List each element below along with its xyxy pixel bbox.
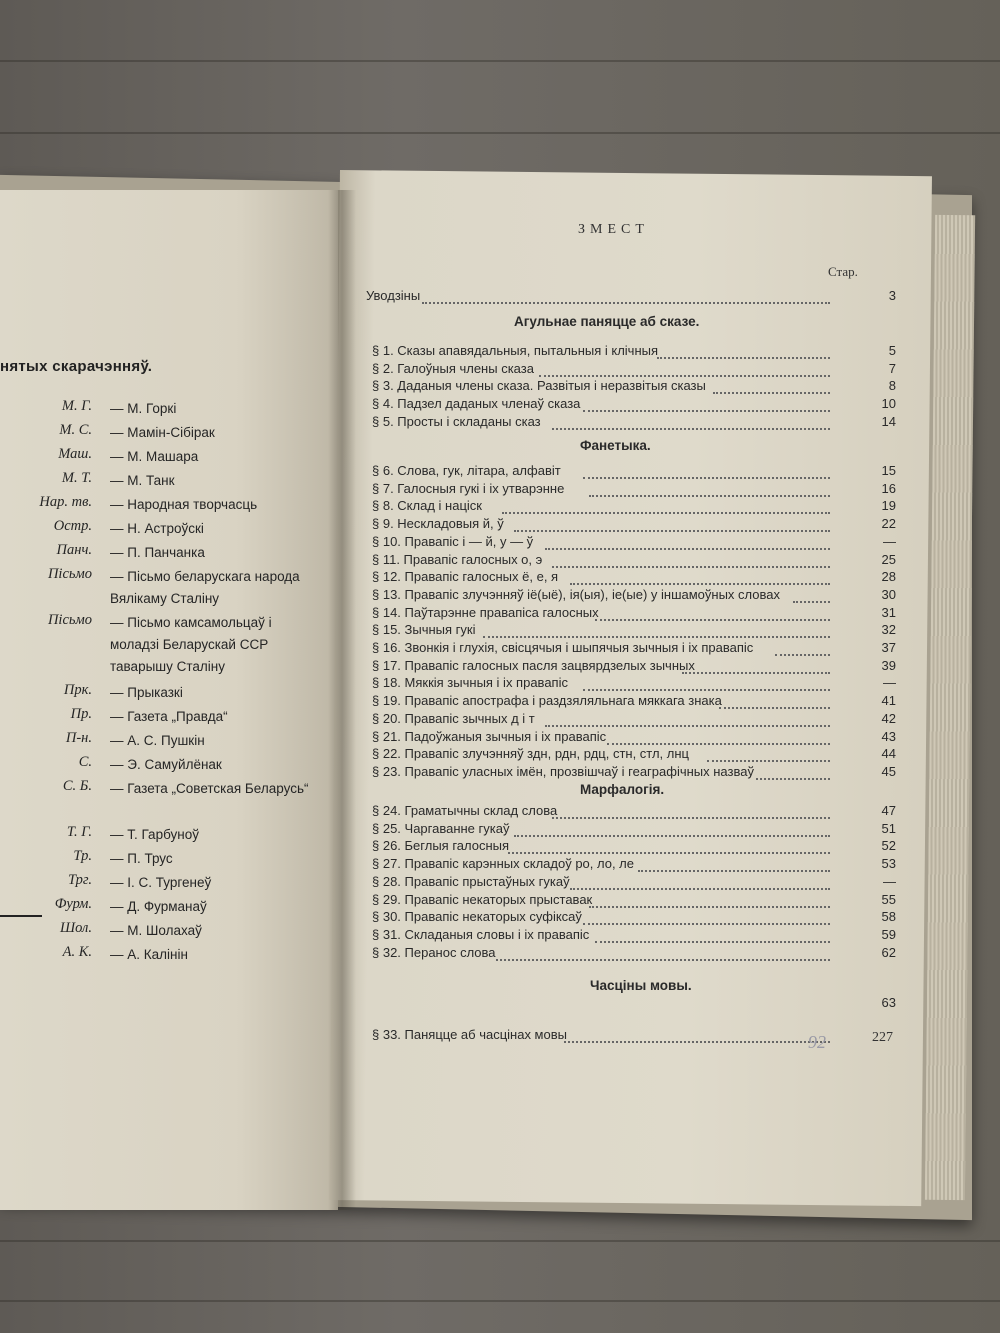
- toc-leader-dots: [756, 756, 830, 780]
- abbreviation-value: — Народная творчасць: [110, 497, 258, 512]
- toc-section-heading: Часціны мовы.: [590, 978, 692, 993]
- toc-entry: § 31. Складаныя словы і іх правапіс: [372, 926, 590, 942]
- toc-page-number: 63: [881, 995, 896, 1010]
- abbreviation-row: [0, 706, 320, 730]
- toc-entry: § 24. Граматычны склад слова: [372, 803, 558, 818]
- toc-entry: § 2. Галоўныя члены сказа: [372, 360, 534, 376]
- abbreviation-row: [0, 730, 320, 754]
- toc-page-number: 59: [881, 926, 896, 942]
- toc-page-number: 53: [881, 856, 896, 872]
- toc-entry: § 28. Правапіс прыстаўных гукаў: [372, 873, 570, 889]
- toc-entry: § 9. Нескладовыя й, ў: [372, 516, 504, 532]
- toc-entry: § 26. Беглыя галосныя: [372, 838, 510, 854]
- abbreviation-key: Остр.: [53, 518, 92, 534]
- toc-page-number: 45: [881, 763, 896, 779]
- abbreviation-value: — А. С. Пушкін: [110, 733, 205, 748]
- left-divider: [0, 915, 42, 917]
- abbreviation-row: [0, 494, 320, 518]
- toc-leader-dots: [496, 937, 830, 961]
- toc-page-number: 15: [881, 463, 896, 478]
- toc-entry: § 7. Галосныя гукі і іх утварэнне: [372, 480, 565, 496]
- abbreviation-row: [0, 422, 320, 446]
- toc-entry: § 4. Падзел даданых членаў сказа: [372, 396, 581, 412]
- abbreviation-key: М. Т.: [61, 470, 92, 486]
- abbreviation-value: — Прыказкі: [110, 685, 183, 700]
- toc-entry: § 12. Правапіс галосных ё, е, я: [372, 569, 559, 585]
- abbreviation-key: Трг.: [67, 872, 92, 888]
- toc-page-number: 3: [888, 288, 896, 303]
- abbreviation-value: — Газета „Правда“: [110, 709, 228, 724]
- abbreviation-value: — А. Калінін: [110, 947, 188, 962]
- page-number: 227: [872, 1030, 893, 1045]
- abbreviation-value: — Газета „Советская Беларусь“: [110, 781, 309, 796]
- toc-leader-dots: [570, 561, 830, 585]
- toc-entry: § 1. Сказы апавядальныя, пытальныя і клічныя: [372, 343, 659, 358]
- abbreviation-key: Пісьмо: [47, 566, 92, 582]
- abbreviation-key: Прк.: [63, 682, 92, 698]
- toc-intro: Уводзіны: [366, 288, 421, 303]
- toc-page-number: 52: [881, 838, 896, 854]
- abbreviation-row: [0, 542, 320, 566]
- toc-page-number: 62: [881, 944, 896, 960]
- abbreviation-key: Пісьмо: [47, 612, 92, 628]
- toc-page-number: 14: [881, 413, 896, 429]
- toc-page-number: 28: [881, 569, 896, 585]
- toc-entry: § 33. Паняцце аб часцінах мовы: [372, 1027, 567, 1042]
- abbreviation-key: М. Г.: [61, 398, 92, 414]
- toc-entry: § 29. Правапіс некаторых прыставак: [372, 891, 593, 907]
- toc-page-number: —: [883, 533, 896, 549]
- toc-entry: § 27. Правапіс карэнных складоў ро, ло, ле: [372, 856, 634, 872]
- abbreviation-value: — П. Трус: [110, 851, 173, 866]
- abbreviation-key: П-н.: [65, 730, 92, 746]
- abbreviation-key: Шол.: [60, 920, 92, 936]
- toc-entry: § 14. Паўтарэнне правапіса галосных: [372, 604, 599, 620]
- toc-page-number: 44: [881, 746, 896, 762]
- toc-page-number: 5: [888, 343, 896, 358]
- toc-page-number: —: [883, 873, 896, 889]
- abbreviation-key: С.: [78, 754, 92, 770]
- toc-page-number: 51: [881, 820, 896, 836]
- toc-leader-dots: [552, 406, 830, 430]
- page-column-label: Стар.: [828, 264, 858, 279]
- toc-entry: § 25. Чаргаванне гукаў: [372, 820, 510, 836]
- toc-page-number: 30: [881, 586, 896, 602]
- toc-page-number: 10: [881, 396, 896, 412]
- abbreviation-key: С. Б.: [62, 778, 92, 794]
- abbreviation-value: — Пісьмо беларускага народа Вялікаму Сталіну: [110, 569, 300, 606]
- toc-entry: § 6. Слова, гук, літара, алфавіт: [372, 463, 561, 478]
- abbreviations-heading: нятых скарачэнняў.: [0, 358, 153, 375]
- abbreviation-row: [0, 682, 320, 706]
- toc-entry: § 30. Правапіс некаторых суфіксаў: [372, 909, 582, 925]
- abbreviation-row: [0, 612, 320, 674]
- abbreviation-row: [0, 566, 320, 606]
- abbreviation-value: — Т. Гарбуноў: [110, 827, 199, 842]
- toc-page-number: 32: [881, 622, 896, 638]
- toc-page-number: 43: [881, 728, 896, 744]
- toc-page-number: 39: [881, 657, 896, 673]
- toc-entry: § 20. Правапіс зычных д і т: [372, 710, 535, 726]
- toc-page-number: 25: [881, 551, 896, 567]
- abbreviation-row: [0, 896, 320, 920]
- book-gutter: [328, 190, 356, 1210]
- toc-section-heading: Марфалогія.: [580, 782, 665, 797]
- toc-entry: § 11. Правапіс галосных о, э: [372, 551, 543, 567]
- toc-page-number: 31: [881, 604, 896, 620]
- toc-page-number: 37: [881, 640, 896, 655]
- abbreviation-row: [0, 872, 320, 896]
- toc-section-heading: Фанетыка.: [580, 438, 651, 453]
- abbreviation-key: А. К.: [62, 944, 92, 960]
- abbreviation-row: [0, 398, 320, 422]
- toc-entry: § 18. Мяккія зычныя і іх правапіс: [372, 675, 568, 691]
- toc-leader-dots: [564, 1019, 830, 1043]
- toc-entry: § 15. Зычныя гукі: [372, 622, 476, 638]
- toc-leader-dots: [422, 280, 830, 304]
- abbreviation-row: [0, 518, 320, 542]
- abbreviation-key: Панч.: [56, 542, 92, 558]
- toc-section-heading: Агульнае паняцце аб сказе.: [514, 314, 700, 329]
- toc-entry: § 3. Даданыя члены сказа. Развітыя і неразвітыя сказы: [372, 378, 706, 394]
- toc-page-number: —: [883, 675, 896, 691]
- abbreviation-row: [0, 944, 320, 968]
- toc-page-number: 55: [881, 891, 896, 907]
- abbreviation-key: Т. Г.: [66, 824, 92, 840]
- toc-entry: § 21. Падоўжаныя зычныя і іх правапіс: [372, 728, 607, 744]
- abbreviation-row: [0, 446, 320, 470]
- abbreviation-key: Маш.: [58, 446, 92, 462]
- toc-entry: § 5. Просты і складаны сказ: [372, 413, 541, 429]
- abbreviation-value: — Мамін-Сібірак: [110, 425, 215, 440]
- abbreviation-value: — Пісьмо камсамольцаў і моладзі Беларускай ССР таварышу Сталіну: [110, 615, 272, 674]
- toc-entry: § 8. Склад і націск: [372, 498, 482, 514]
- toc-page-number: 41: [881, 693, 896, 709]
- abbreviation-key: Пр.: [70, 706, 92, 722]
- abbreviation-key: Фурм.: [54, 896, 92, 912]
- abbreviation-value: — М. Машара: [110, 449, 199, 464]
- toc-page-number: 42: [881, 710, 896, 726]
- toc-entry: § 13. Правапіс злучэнняў іё(ыё), ія(ыя), іе(ые) у іншамоўных словах: [372, 586, 780, 602]
- abbreviation-value: — Э. Самуйлёнак: [110, 757, 222, 772]
- pencil-note: 92: [808, 1032, 826, 1052]
- toc-page-number: 7: [888, 360, 896, 376]
- toc-page-number: 16: [881, 480, 896, 496]
- toc-page-number: 8: [888, 378, 896, 394]
- abbreviation-value: — П. Панчанка: [110, 545, 205, 560]
- toc-entry: § 19. Правапіс апострафа і раздзяляльнага мяккага знака: [372, 693, 722, 709]
- toc-title: ЗМЕСТ: [578, 222, 649, 237]
- toc-page-number: 58: [881, 909, 896, 925]
- abbreviation-value: — Н. Астроўскі: [110, 521, 204, 536]
- toc-entry: § 32. Перанос слова: [372, 944, 496, 960]
- toc-page-number: 47: [881, 803, 896, 818]
- abbreviation-key: М. С.: [59, 422, 92, 438]
- abbreviation-row: [0, 848, 320, 872]
- toc-entry: § 17. Правапіс галосных пасля зацвярдзелых зычных: [372, 657, 695, 673]
- abbreviation-value: — І. С. Тургенеў: [110, 875, 212, 890]
- abbreviation-value: — М. Шолахаў: [110, 923, 202, 938]
- abbreviation-value: — М. Горкі: [110, 401, 177, 416]
- abbreviation-key: Нар. тв.: [39, 494, 92, 510]
- abbreviation-row: [0, 920, 320, 944]
- toc-entry: § 16. Звонкія і глухія, свісцячыя і шыпячыя зычныя і іх правапіс: [372, 640, 754, 655]
- abbreviation-value: — М. Танк: [110, 473, 175, 488]
- abbreviation-row: [0, 470, 320, 494]
- toc-entry: § 23. Правапіс уласных імён, прозвішчаў і геаграфічных назваў: [372, 763, 754, 779]
- abbreviation-value: — Д. Фурманаў: [110, 899, 207, 914]
- toc-page-number: 19: [881, 498, 896, 514]
- abbreviation-row: [0, 778, 320, 802]
- abbreviation-key: Тр.: [73, 848, 92, 864]
- toc-entry: § 22. Правапіс злучэнняў здн, рдн, рдц, стн, стл, лнц: [372, 746, 689, 762]
- abbreviation-row: [0, 754, 320, 778]
- toc-entry: § 10. Правапіс і — й, у — ў: [372, 533, 534, 549]
- abbreviation-row: [0, 824, 320, 848]
- toc-page-number: 22: [881, 516, 896, 532]
